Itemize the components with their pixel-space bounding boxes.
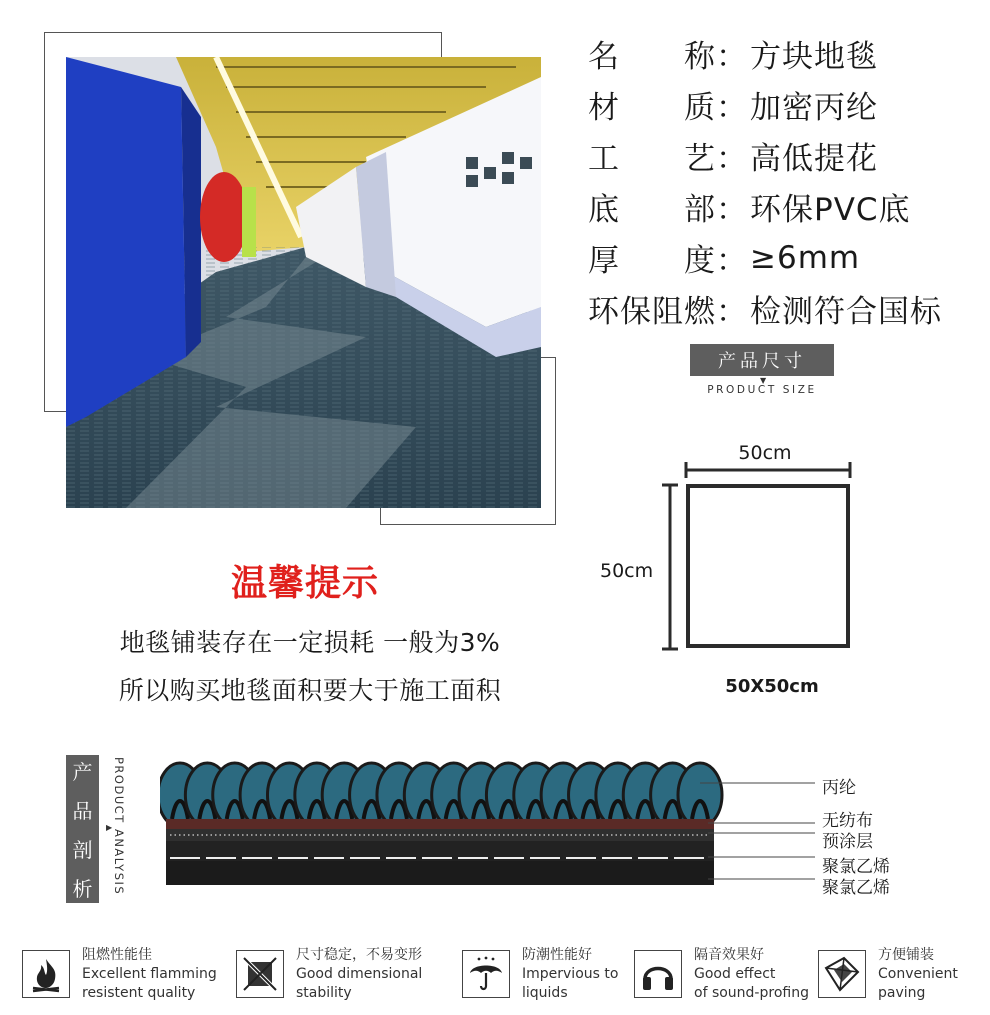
flame-icon [22, 950, 70, 998]
triangle-right-icon: ▶ [106, 823, 113, 832]
width-label: 50cm [738, 442, 792, 464]
spec-value: 高低提花 [750, 141, 878, 177]
feature-soundproof: 隔音效果好 Good effect of sound-profing [634, 942, 814, 1004]
umbrella-icon [462, 950, 510, 998]
tip-title: 温馨提示 [230, 563, 379, 604]
spec-value: ≥6mm [750, 239, 861, 276]
spec-value: 加密丙纶 [750, 90, 878, 126]
spec-label: 厚 度 [588, 243, 716, 279]
feature-moisture: 防潮性能好 Impervious to liquids [462, 942, 622, 1004]
feature-paving: 方便铺装 Convenient paving [818, 942, 978, 1004]
layer-label-pvc-2: 聚氯乙烯 [822, 878, 890, 898]
width-dimension-line [680, 462, 856, 478]
no-deform-icon [236, 950, 284, 998]
headphones-icon [634, 950, 682, 998]
paving-icon [818, 950, 866, 998]
spec-row-thickness: 厚 度 ： ≥6mm [588, 232, 988, 283]
height-label: 50cm [600, 560, 654, 582]
product-analysis-tag: 产 品 剖 析 [66, 755, 99, 903]
spec-list [588, 28, 988, 334]
triangle-down-icon: ▼ [760, 376, 767, 385]
spec-label: 底 部 [588, 192, 716, 228]
height-dimension-line [662, 482, 678, 652]
spec-label: 名 称 [588, 39, 716, 75]
spec-label: 环保阻燃 [588, 294, 716, 330]
product-size-tag: 产品尺寸 [690, 344, 834, 376]
layer-diagram [160, 755, 820, 899]
layer-label-nonwoven: 无纺布 [822, 811, 873, 831]
spec-label: 工 艺 [588, 141, 716, 177]
tile-outline [686, 484, 850, 648]
size-caption: 50X50cm [725, 676, 819, 697]
layer-label-pile: 丙纶 [822, 778, 856, 798]
spec-row-craft: 工 艺 ： 高低提花 [588, 130, 988, 181]
feature-flame: 阻燃性能佳 Excellent flamming resistent quality [22, 942, 232, 1004]
feature-stability: 尺寸稳定，不易变形 Good dimensional stability [236, 942, 452, 1004]
spec-row-name: 名 称 ： 方块地毯 [588, 28, 988, 79]
product-size-subtitle: PRODUCT SIZE [707, 384, 817, 396]
spec-row-eco: 环保阻燃 ： 检测符合国标 [588, 283, 988, 334]
spec-row-base: 底 部 ： 环保PVC底 [588, 181, 988, 232]
spec-row-material: 材 质 ： 加密丙纶 [588, 79, 988, 130]
spec-value: 检测符合国标 [750, 294, 942, 330]
spec-label: 材 质 [588, 90, 716, 126]
tip-line-2: 所以购买地毯面积要大于施工面积 [118, 676, 502, 705]
tip-line-1: 地毯铺装存在一定损耗 一般为3% [119, 628, 501, 657]
corridor-photo [66, 57, 541, 508]
spec-value: 环保PVC底 [750, 192, 911, 228]
product-analysis-subtitle: PRODUCT ANALYSIS [112, 757, 126, 896]
spec-value: 方块地毯 [750, 39, 878, 75]
layer-label-precoat: 预涂层 [822, 832, 873, 852]
pile-loop [678, 763, 722, 827]
layer-label-pvc-1: 聚氯乙烯 [822, 857, 890, 877]
